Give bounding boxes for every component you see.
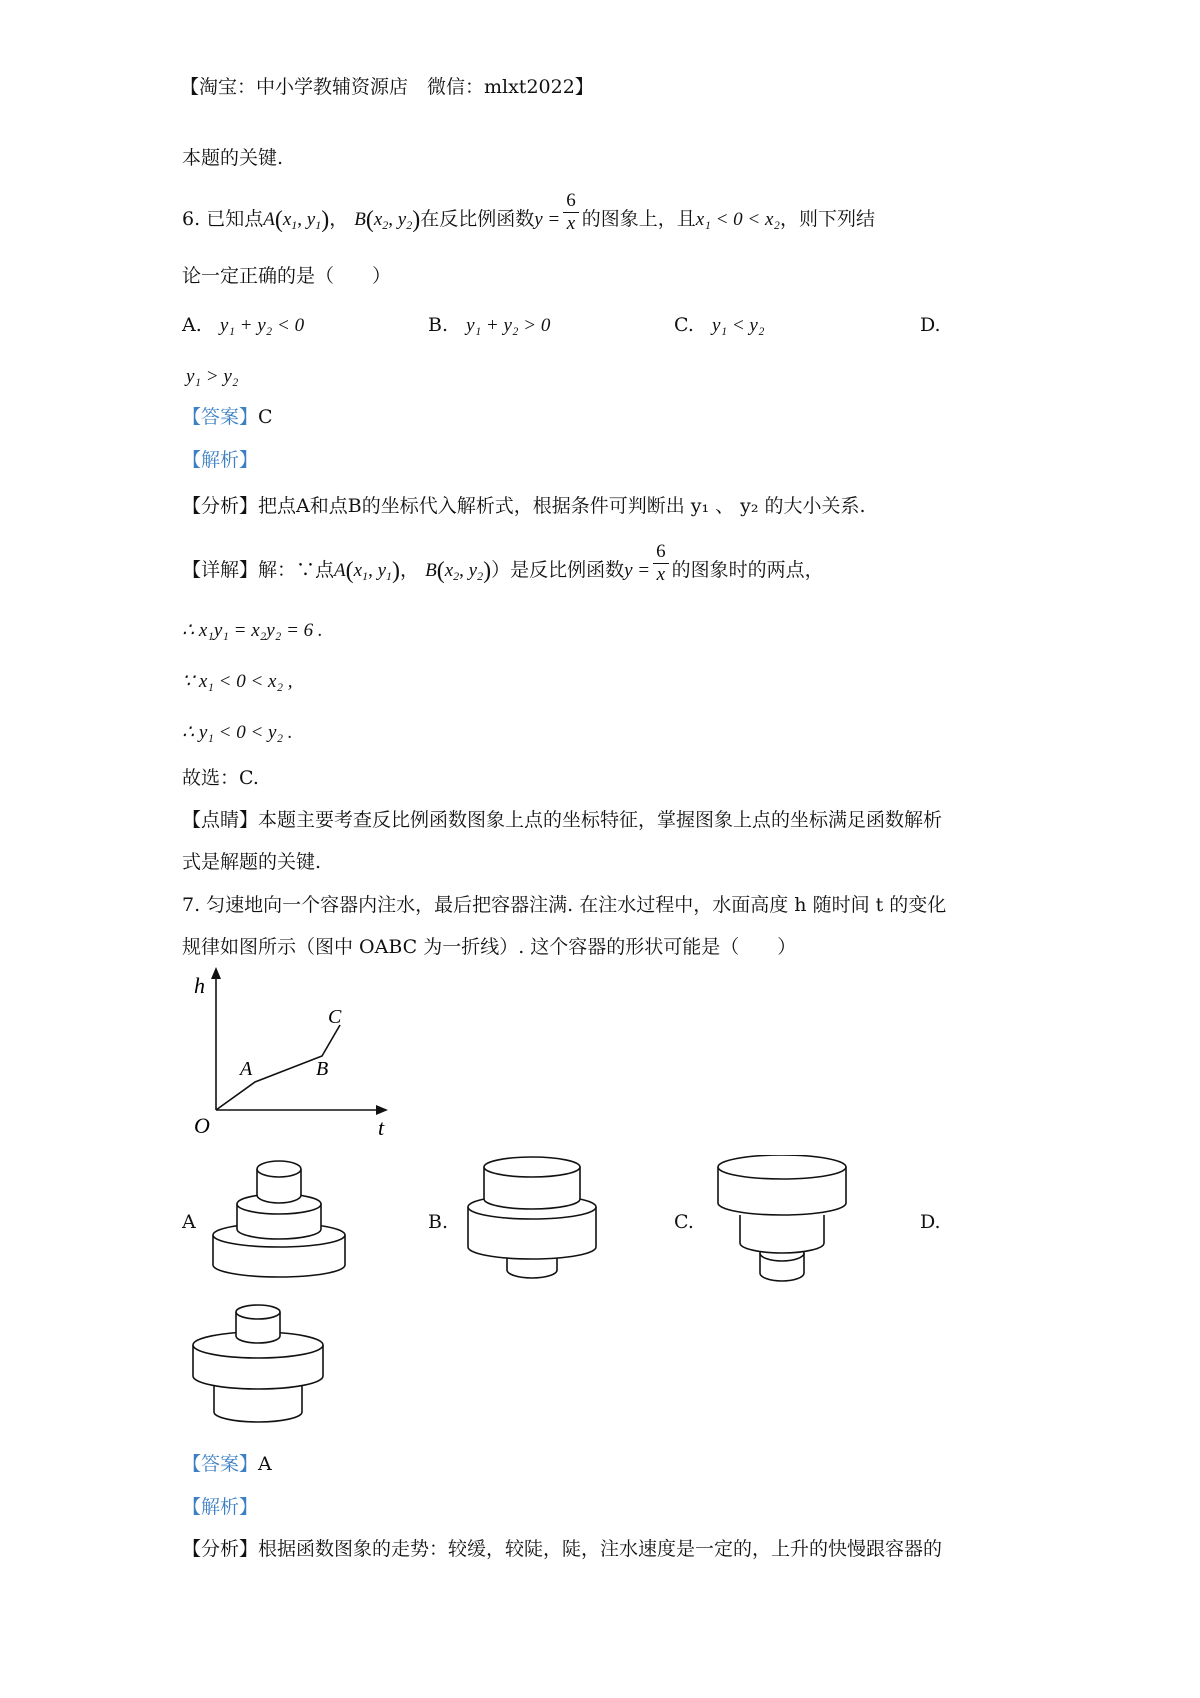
point-a-label: A: [240, 1058, 253, 1080]
q6-step1: ∴ x₁y₁ = x₂y₂ = 6 .: [182, 620, 323, 641]
q7-option-b-label: B.: [428, 1211, 449, 1233]
q7-option-c-label: C.: [674, 1211, 694, 1233]
previous-question-tail: 本题的关键.: [182, 147, 284, 169]
container-option-b: [462, 1155, 612, 1285]
q7-stem-line2: 规律如图所示（图中 OABC 为一折线）. 这个容器的形状可能是（ ）: [182, 936, 797, 958]
x-axis-arrow: [376, 1105, 388, 1115]
point-b-label: B: [316, 1058, 329, 1080]
q7-option-a-label: A: [182, 1211, 196, 1233]
x-axis-label: t: [378, 1115, 385, 1140]
q6-option-a: A. y₁ + y₂ < 0: [182, 314, 305, 336]
q6-choose: 故选：C.: [182, 767, 259, 789]
q7-analysis-tag: 【解析】: [182, 1496, 259, 1518]
container-option-c: [712, 1155, 862, 1285]
q6-dianjing-line1: 【点睛】本题主要考查反比例函数图象上点的坐标特征，掌握图象上点的坐标满足函数解析: [182, 809, 943, 831]
y-axis-label: h: [194, 973, 205, 998]
watermark-header: 【淘宝：中小学教辅资源店 微信：mlxt2022】: [180, 76, 594, 98]
q6-option-d-label: D.: [920, 314, 941, 336]
q6-option-b: B. y₁ + y₂ > 0: [428, 314, 551, 336]
container-option-a: [205, 1155, 365, 1285]
y-axis-arrow: [211, 967, 221, 979]
q6-option-d-text: y₁ > y₂: [186, 366, 239, 387]
water-height-graph: [180, 965, 400, 1140]
q6-option-c: C. y₁ < y₂: [674, 314, 765, 336]
q6-fenxi: 【分析】把点A和点B的坐标代入解析式，根据条件可判断出 y₁ 、 y₂ 的大小关系.: [182, 495, 866, 517]
q6-analysis-tag: 【解析】: [182, 449, 259, 471]
q7-stem-line1: 7. 匀速地向一个容器内注水，最后把容器注满. 在注水过程中，水面高度 h 随时间 t 的变化: [182, 894, 947, 916]
q6-stem-line2: 论一定正确的是（ ）: [182, 265, 392, 287]
q6-stem-line1: 6. 已知点$A(x_1$, $y_1$)， $B(x_2$, $y_2$)在反比例函数y = $\frac{6}{x}$ 的图象上，且x₁ < 0 < x₂，则下列结: [182, 189, 876, 234]
point-c-label: C: [328, 1006, 342, 1028]
q6-step3: ∴ y₁ < 0 < y₂ .: [182, 722, 293, 743]
q7-answer: 【答案】A: [182, 1453, 272, 1475]
container-option-d: [188, 1300, 338, 1435]
q6-answer: 【答案】C: [182, 406, 273, 428]
q6-dianjing-line2: 式是解题的关键.: [182, 851, 322, 873]
q7-option-d-label: D.: [920, 1211, 941, 1233]
q6-xiangjie: 【详解】解：∵点$A(x_1$, $y_1$)， $B(x_2$, $y_2$)）是反比例函数y = $\frac{6}{x}$ 的图象时的两点，: [182, 540, 824, 585]
origin-label: O: [194, 1113, 210, 1138]
q6-step2: ∵ x₁ < 0 < x₂ ,: [182, 671, 293, 692]
q7-fenxi: 【分析】根据函数图象的走势：较缓，较陡，陡，注水速度是一定的，上升的快慢跟容器的: [182, 1538, 943, 1560]
